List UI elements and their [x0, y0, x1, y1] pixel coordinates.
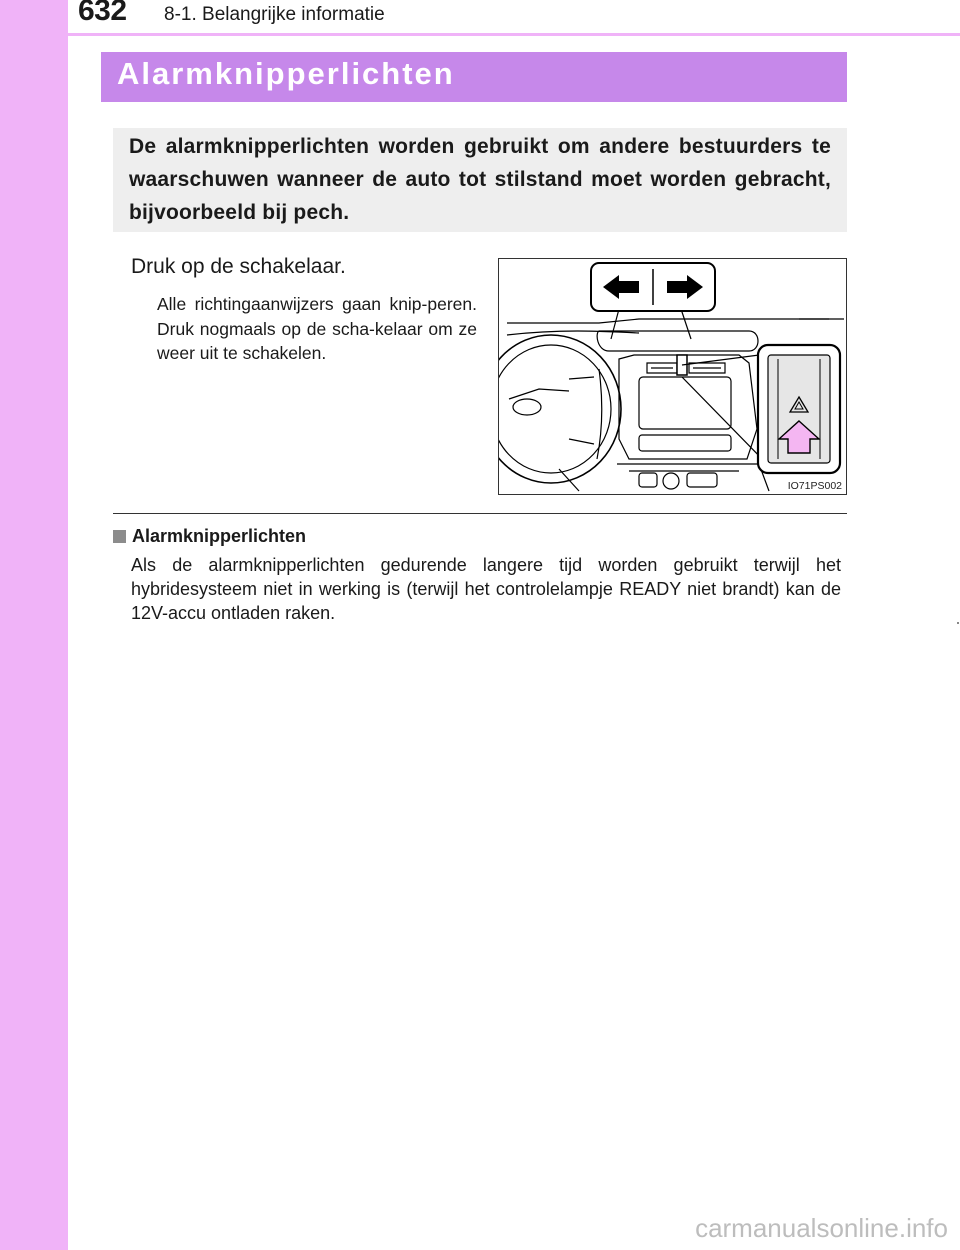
watermark: carmanualsonline.info [695, 1213, 948, 1243]
section-title: Alarmknipperlichten [117, 56, 455, 91]
edge-mark [957, 622, 959, 624]
intro-text: De alarmknipperlichten worden gebruikt om andere bestuurders te waarschuwen wanneer de auto tot stilstand moet worden gebracht, bijvoorbeeld bij pech. [129, 135, 831, 224]
step-detail: Alle richtingaanwijzers gaan knip-peren. Druk nogmaals op de scha-kelaar om ze weer uit te schakelen. [157, 294, 477, 363]
intro-box [113, 128, 847, 232]
page-number: 632 [78, 0, 127, 27]
dashboard-drawing [499, 259, 847, 495]
section-title-bar [101, 52, 847, 102]
figure-code: IO71PS002 [787, 480, 842, 492]
section-divider [113, 513, 847, 514]
side-color-band [0, 0, 68, 1250]
step-instruction: Druk op de schakelaar. [131, 255, 346, 278]
hazard-switch-illustration [498, 258, 847, 495]
note-heading: Alarmknipperlichten [132, 526, 307, 546]
chapter-title: 8-1. Belangrijke informatie [164, 4, 385, 25]
note-square-icon [113, 530, 126, 543]
header-rule [0, 33, 960, 36]
note-body: Als de alarmknipperlichten gedurende langere tijd worden gebruikt terwijl het hybridesysteem niet in werking is (terwijl het controlelampje READY niet brandt) kan de 12V-accu ontladen raken. [131, 555, 841, 623]
